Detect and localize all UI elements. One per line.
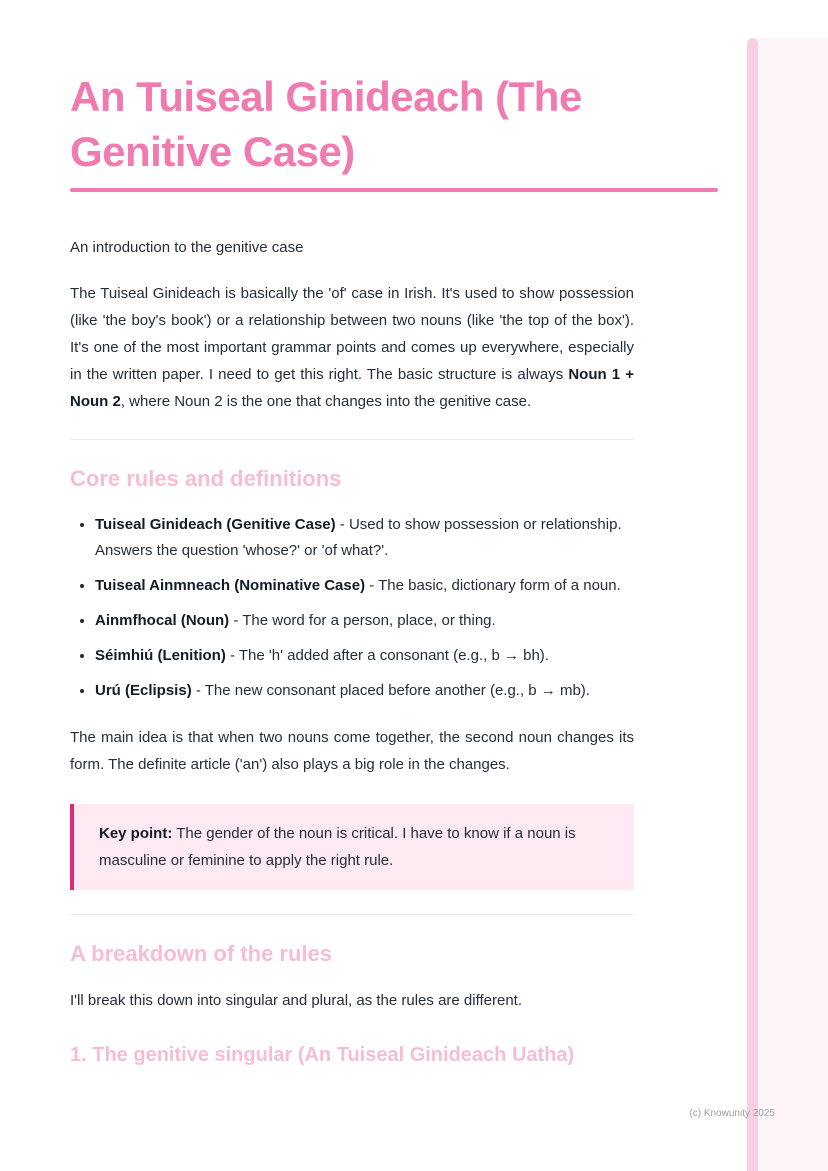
list-item (95, 678, 634, 704)
list-item (95, 573, 634, 599)
right-accent-stripe (747, 38, 758, 1171)
definition-text: - The new consonant placed before another (e.g., b → mb). (191, 682, 590, 700)
callout-label: Key point: (99, 825, 173, 843)
definition-term: Urú (Eclipsis) (95, 682, 192, 700)
intro-paragraph (70, 280, 634, 415)
intro-text-pre: The Tuiseal Ginideach is basically the 'of' case in Irish. It's used to show possession (like 'the boy's book') or a relationship between two nouns (like 'the top of the box'). It's one of the most important grammar points and comes up everywhere, especially in the written paper. I need to get this right. The basic structure is always (70, 285, 634, 384)
list-item (95, 643, 634, 669)
list-item (95, 512, 634, 564)
callout-text: The gender of the noun is critical. I have to know if a noun is masculine or feminine to apply the right rule. (99, 825, 576, 870)
definition-term: Séimhiú (Lenition) (95, 647, 226, 665)
section-divider (70, 914, 634, 915)
section-divider (70, 439, 634, 440)
definition-text: - The 'h' added after a consonant (e.g., b → bh). (225, 647, 549, 665)
page-title: An Tuiseal Ginideach (The Genitive Case) (70, 73, 582, 175)
document-subtitle: An introduction to the genitive case (70, 239, 304, 257)
definition-term: Tuiseal Ainmneach (Nominative Case) (95, 577, 366, 595)
definitions-list (70, 512, 634, 704)
definition-text: - The basic, dictionary form of a noun. (365, 577, 621, 595)
list-item (95, 608, 634, 634)
genitive-singular-subheading: 1. The genitive singular (An Tuiseal Ginideach Uatha) (70, 1044, 575, 1067)
definition-text: - Used to show possession or relationship. Answers the question 'whose?' or 'of what?'. (95, 516, 622, 560)
breakdown-intro: I'll break this down into singular and plural, as the rules are different. (70, 992, 523, 1010)
intro-text-post: , where Noun 2 is the one that changes into the genitive case. (120, 393, 532, 411)
right-margin-tint (758, 38, 828, 1171)
document-content (70, 0, 634, 1067)
key-point-callout (70, 804, 634, 890)
definition-term: Ainmfhocal (Noun) (95, 612, 230, 630)
title-underline (70, 188, 718, 192)
breakdown-heading: A breakdown of the rules (70, 941, 333, 967)
summary-paragraph: The main idea is that when two nouns come together, the second noun changes its form. The definite article ('an') also plays a big role in the changes. (70, 729, 634, 774)
core-rules-heading: Core rules and definitions (70, 466, 342, 492)
intro-bold-structure: Noun 1 + Noun 2 (70, 366, 634, 411)
copyright-footer: (c) Knowunity 2025 (689, 1108, 775, 1119)
definition-term: Tuiseal Ginideach (Genitive Case) (95, 516, 336, 534)
definition-text: - The word for a person, place, or thing. (229, 612, 496, 630)
